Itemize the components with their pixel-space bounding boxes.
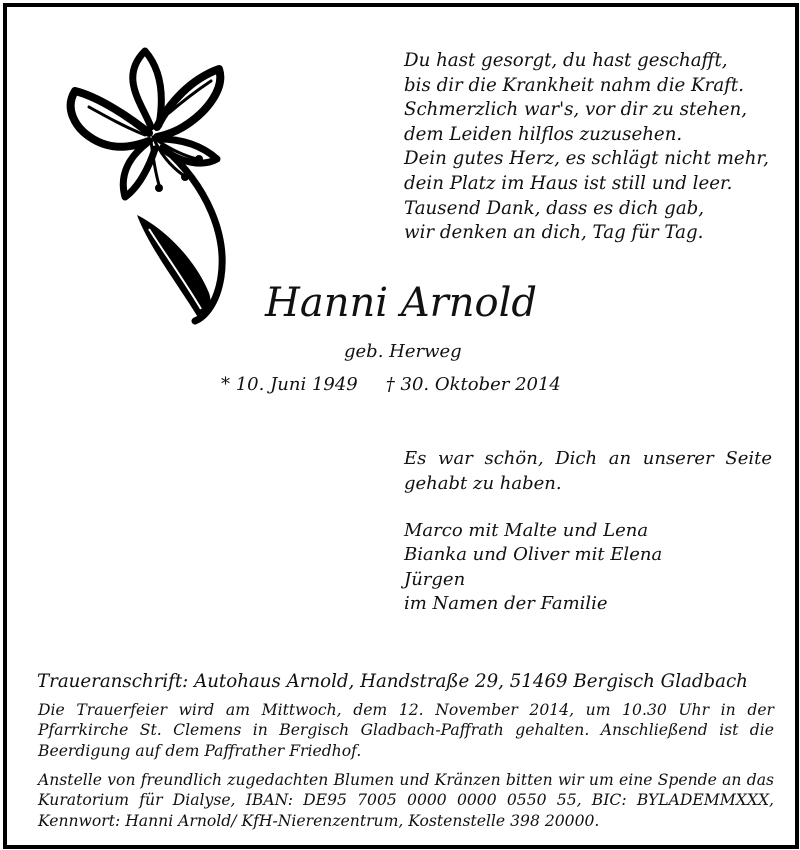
poem-line: Du hast gesorgt, du hast geschafft, <box>404 50 728 71</box>
life-dates <box>221 372 561 398</box>
birth-date: * 10. Juni 1949 <box>221 374 358 395</box>
mourning-address: Traueranschrift: Autohaus Arnold, Handstraße 29, 51469 Bergisch Gladbach <box>37 671 748 692</box>
poem-line: wir denken an dich, Tag für Tag. <box>404 222 704 244</box>
death-date: † 30. Oktober 2014 <box>385 374 561 395</box>
poem-line: dein Platz im Haus ist still und leer. <box>404 172 733 194</box>
obituary-notice <box>3 3 799 849</box>
mourner-line: Bianka und Oliver mit Elena <box>404 544 663 566</box>
memorial-poem <box>404 49 784 246</box>
donation-request: Anstelle von freundlich zugedachten Blumen und Kränzen bitten wir um eine Spende an das Kuratorium für Dialyse, IBAN: DE95 7005 0000 0000 0550 55, BIC: BYLADEMMXXX, Kennwort: Hanni Arnold/ KfH-Nierenzentrum, Kostenstelle 398 20000. <box>38 771 774 830</box>
poem-line: Dein gutes Herz, es schlägt nicht mehr, <box>404 148 769 170</box>
lily-flower-icon <box>59 47 229 325</box>
farewell-message: Es war schön, Dich an unserer Seite gehabt zu haben. <box>404 448 772 494</box>
mourners-list <box>404 519 662 616</box>
poem-line: dem Leiden hilflos zuzusehen. <box>404 123 683 145</box>
funeral-ceremony-info: Die Trauerfeier wird am Mittwoch, dem 12. November 2014, um 10.30 Uhr in der Pfarrkirche St. Clemens in Bergisch Gladbach-Paffrath gehalten. Anschließend ist die Beerdigung auf dem Paffrather Friedhof. <box>38 701 774 760</box>
mourner-line: Marco mit Malte und Lena <box>404 520 649 541</box>
poem-line: Schmerzlich war's, vor dir zu stehen, <box>404 99 748 121</box>
deceased-name: Hanni Arnold <box>265 280 538 326</box>
birth-name: geb. Herweg <box>344 341 462 362</box>
poem-line: bis dir die Krankheit nahm die Kraft. <box>404 74 745 96</box>
poem-line: Tausend Dank, dass es dich gab, <box>404 197 705 219</box>
mourner-line: im Namen der Familie <box>404 592 608 614</box>
mourner-line: Jürgen <box>404 568 466 590</box>
